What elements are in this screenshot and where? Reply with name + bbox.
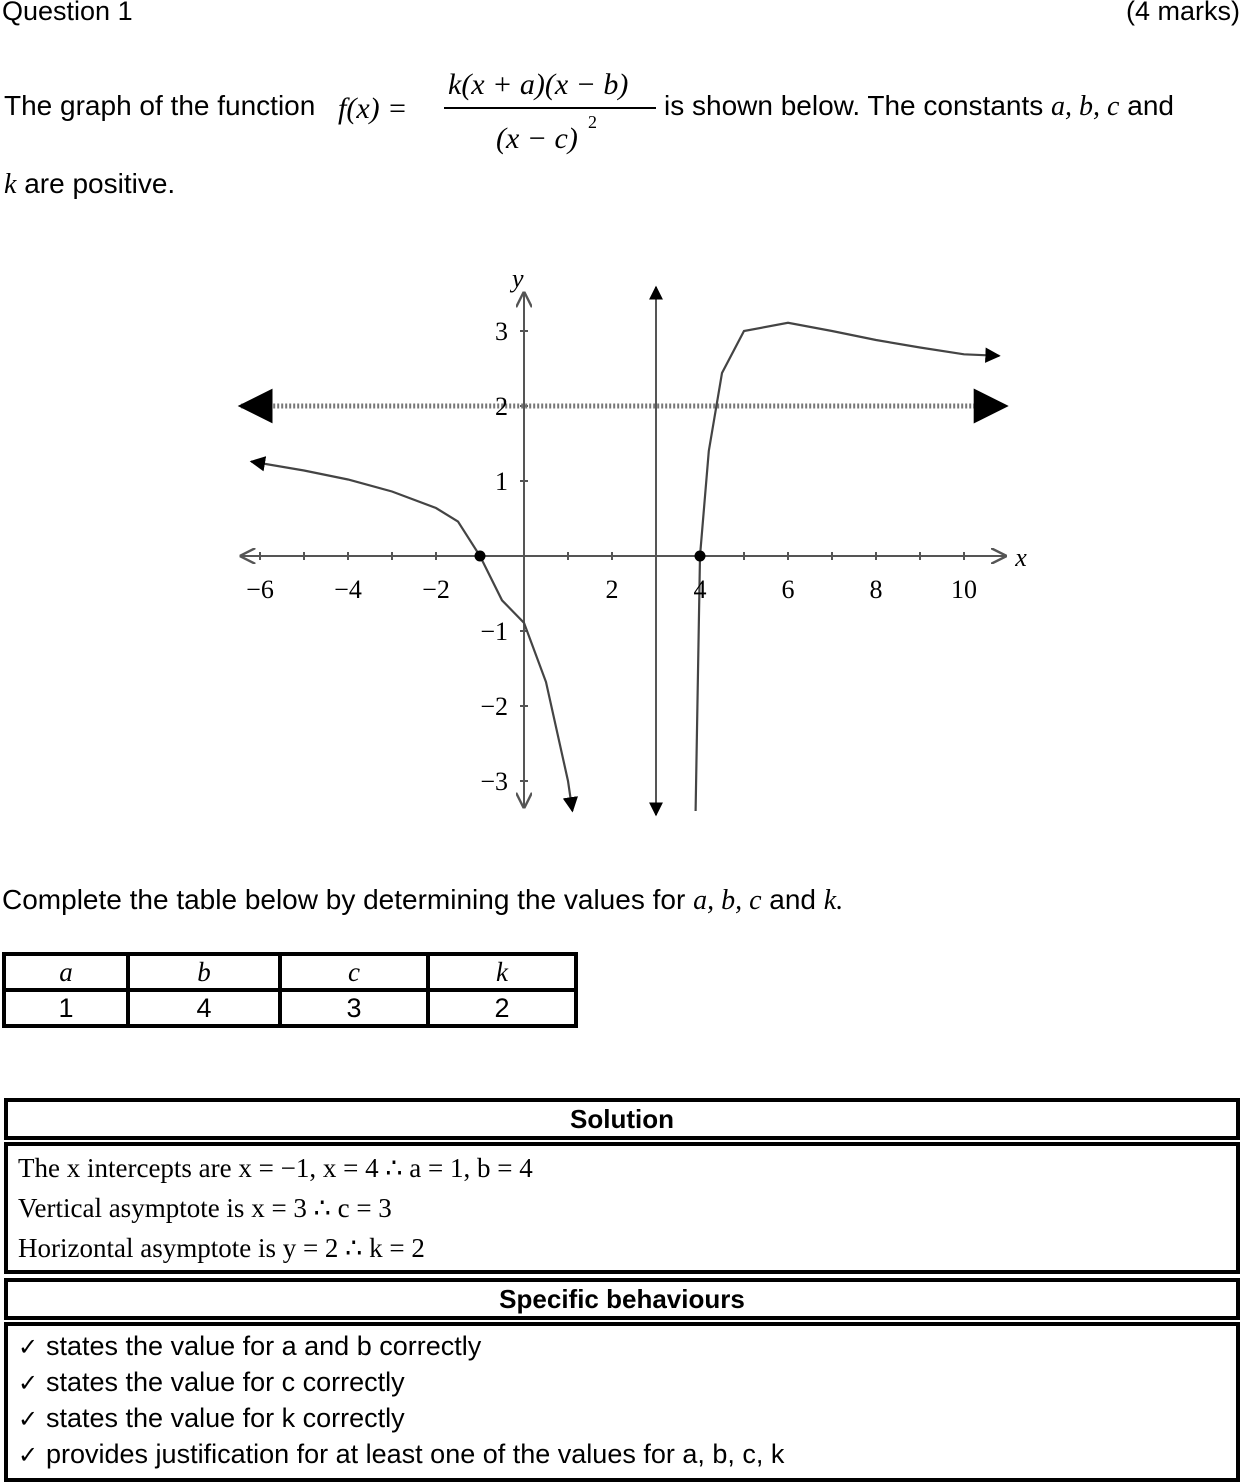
solution-body bbox=[4, 1142, 1240, 1274]
behaviour-item bbox=[18, 1328, 1226, 1364]
check-icon: ✓ bbox=[18, 1370, 39, 1397]
x-tick-label: −6 bbox=[246, 575, 274, 604]
solution-line: Vertical asymptote is x = 3 ∴ c = 3 bbox=[18, 1193, 392, 1223]
curve-right bbox=[693, 323, 1000, 811]
y-tick-label: −1 bbox=[480, 617, 508, 646]
instruction-vars: a, b, c bbox=[693, 885, 762, 916]
x-axis-label: x bbox=[1015, 543, 1027, 572]
intro-k: k bbox=[4, 169, 17, 200]
table-cell: 4 bbox=[128, 990, 280, 1026]
table-row bbox=[4, 990, 576, 1026]
intro-text-a: The graph of the function bbox=[4, 90, 316, 121]
question-title: Question 1 bbox=[2, 0, 133, 26]
table-header: b bbox=[128, 954, 280, 990]
intro-and: and bbox=[1127, 90, 1174, 121]
solution-line: Horizontal asymptote is y = 2 ∴ k = 2 bbox=[18, 1233, 425, 1263]
instruction-and: and bbox=[769, 884, 816, 915]
instruction-text: Complete the table below by determining the values for bbox=[2, 884, 686, 915]
y-tick-label: −2 bbox=[480, 692, 508, 721]
x-tick-label: 2 bbox=[605, 575, 619, 604]
table-cell: 1 bbox=[4, 990, 128, 1026]
y-axis-label: y bbox=[512, 264, 524, 293]
check-icon: ✓ bbox=[18, 1442, 39, 1469]
x-tick-label: 4 bbox=[693, 575, 707, 604]
y-tick-label: 2 bbox=[495, 392, 508, 421]
behaviour-text: states the value for a and b correctly bbox=[46, 1331, 482, 1361]
x-tick-label: −2 bbox=[422, 575, 450, 604]
x-tick-label: 10 bbox=[951, 575, 977, 604]
y-tick-label: −3 bbox=[480, 767, 508, 796]
curves bbox=[251, 323, 999, 811]
marks-label: (4 marks) bbox=[1126, 0, 1240, 26]
behaviour-item bbox=[18, 1364, 1226, 1400]
solution-header: Solution bbox=[4, 1098, 1240, 1140]
asymptotes bbox=[241, 287, 1005, 815]
x-tick-label: 8 bbox=[869, 575, 883, 604]
intro-line-2 bbox=[4, 168, 175, 201]
intro-line-1 bbox=[4, 90, 315, 122]
y-tick-label: 1 bbox=[495, 467, 508, 496]
table-cell: 3 bbox=[280, 990, 428, 1026]
solution-box bbox=[4, 1098, 1240, 1482]
instruction-k: k. bbox=[823, 885, 844, 916]
intercept-point bbox=[695, 551, 706, 562]
intercept-point bbox=[475, 551, 486, 562]
table-header: k bbox=[428, 954, 576, 990]
formula-numerator: k(x + a)(x − b) bbox=[448, 68, 629, 101]
function-formula bbox=[336, 62, 662, 162]
formula-power: 2 bbox=[588, 112, 597, 132]
table-header: c bbox=[280, 954, 428, 990]
check-icon: ✓ bbox=[18, 1406, 39, 1433]
intro-text-b: is shown below. The constants bbox=[664, 90, 1044, 121]
x-tick-label: −4 bbox=[334, 575, 362, 604]
behaviour-text: provides justification for at least one of the values for a, b, c, k bbox=[46, 1439, 785, 1469]
behaviour-item bbox=[18, 1436, 1226, 1472]
behaviour-item bbox=[18, 1400, 1226, 1436]
intro-line-1b bbox=[664, 90, 1174, 123]
x-tick-label: 6 bbox=[781, 575, 795, 604]
table-header-row bbox=[4, 954, 576, 990]
instruction bbox=[2, 884, 843, 917]
solution-line: The x intercepts are x = −1, x = 4 ∴ a = 1, b = 4 bbox=[18, 1153, 533, 1183]
behaviours-header: Specific behaviours bbox=[4, 1278, 1240, 1320]
behaviour-text: states the value for k correctly bbox=[46, 1403, 405, 1433]
behaviours-body bbox=[4, 1322, 1240, 1482]
formula-denominator: (x − c) bbox=[496, 122, 578, 155]
check-icon: ✓ bbox=[18, 1334, 39, 1361]
intro-text-c: are positive. bbox=[24, 168, 176, 199]
table-cell: 2 bbox=[428, 990, 576, 1026]
y-tick-label: 3 bbox=[495, 317, 508, 346]
values-table bbox=[2, 952, 578, 1028]
function-graph bbox=[220, 262, 1027, 822]
formula-fx: f(x) = bbox=[338, 92, 408, 125]
table-header: a bbox=[4, 954, 128, 990]
intro-vars: a, b, c bbox=[1051, 91, 1120, 122]
behaviour-text: states the value for c correctly bbox=[46, 1367, 405, 1397]
